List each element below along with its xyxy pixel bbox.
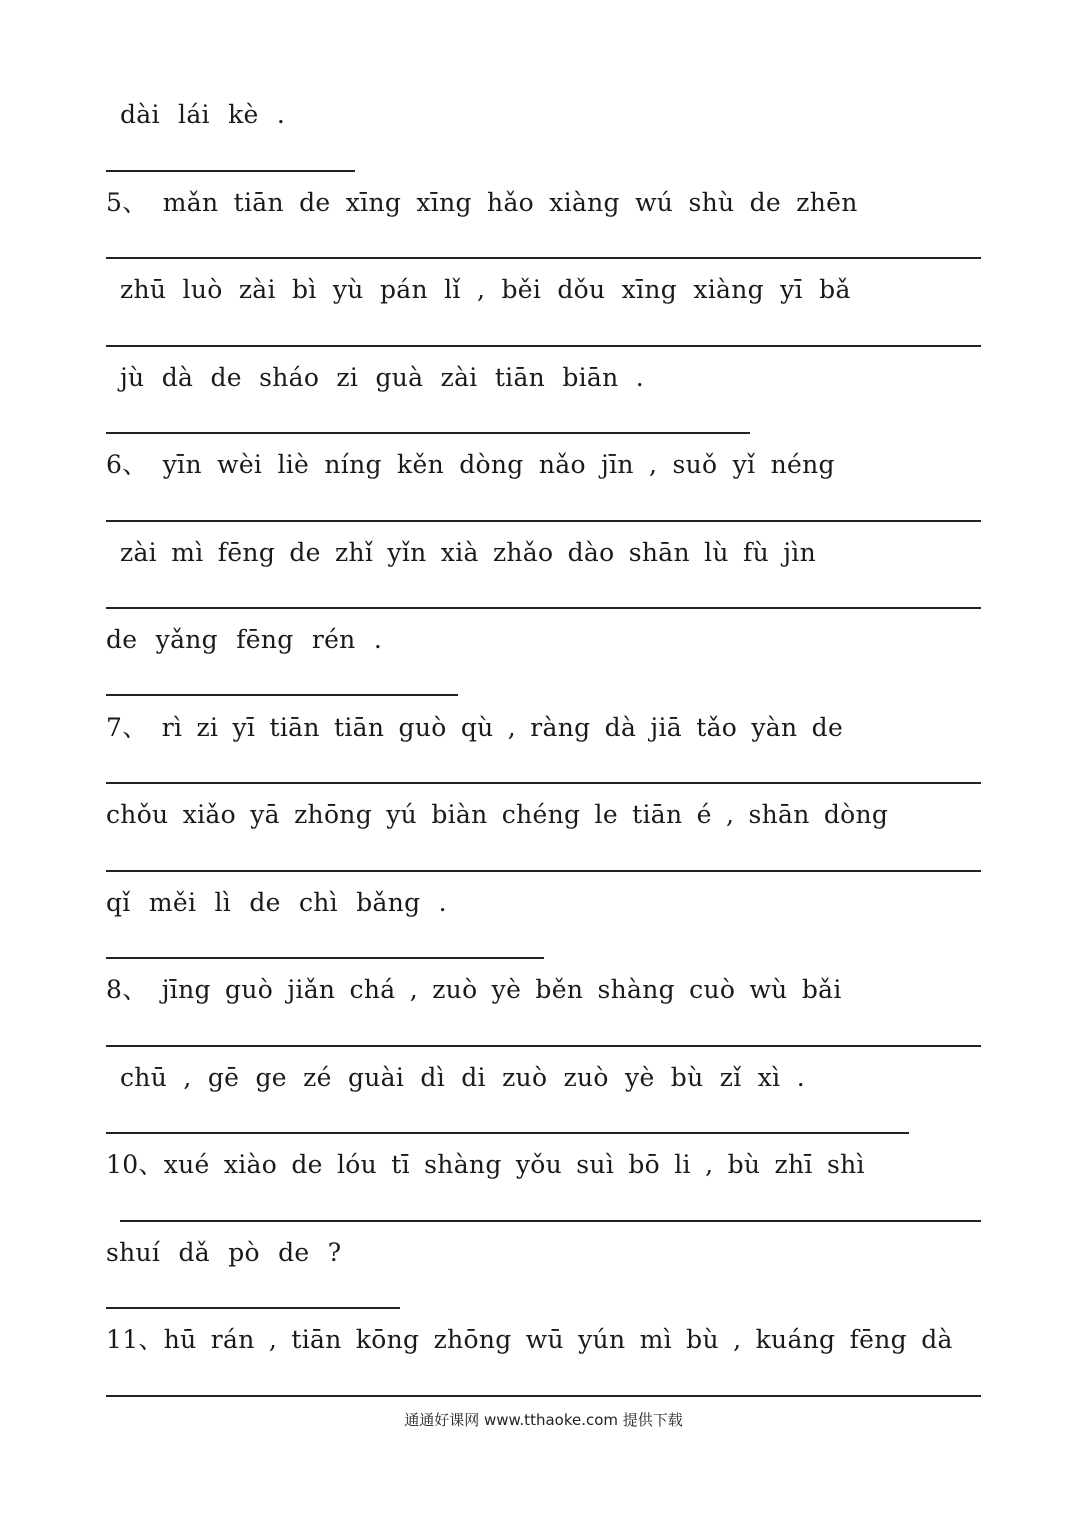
pinyin-line: de yǎng fēng rén . <box>106 625 383 654</box>
pinyin-line: 8、 jīng guò jiǎn chá , zuò yè běn shàng cuò wù bǎi <box>106 975 842 1004</box>
footer-credit: 通通好课网 www.tthaoke.com 提供下载 <box>404 1411 683 1429</box>
pinyin-line: 5、 mǎn tiān de xīng xīng hǎo xiàng wú shù de zhēn <box>106 188 858 217</box>
answer-line <box>106 782 981 784</box>
answer-line <box>106 432 750 434</box>
pinyin-line: chū , gē ge zé guài dì di zuò zuò yè bù zǐ xì . <box>120 1063 805 1092</box>
answer-line <box>106 1045 981 1047</box>
pinyin-line: zhū luò zài bì yù pán lǐ , běi dǒu xīng xiàng yī bǎ <box>120 275 851 304</box>
pinyin-line: chǒu xiǎo yā zhōng yú biàn chéng le tiān é , shān dòng <box>106 800 889 829</box>
pinyin-line: 11、hū rán , tiān kōng zhōng wū yún mì bù , kuáng fēng dà <box>106 1325 953 1354</box>
pinyin-line: 7、 rì zi yī tiān tiān guò qù , ràng dà jiā tǎo yàn de <box>106 713 844 742</box>
pinyin-line: shuí dǎ pò de ? <box>106 1238 342 1267</box>
answer-line <box>106 1132 909 1134</box>
pinyin-line: dài lái kè . <box>120 100 286 129</box>
pinyin-line: zài mì fēng de zhǐ yǐn xià zhǎo dào shān lù fù jìn <box>120 538 816 567</box>
answer-line <box>106 257 981 259</box>
pinyin-line: qǐ měi lì de chì bǎng . <box>106 888 447 917</box>
answer-line <box>106 1395 981 1397</box>
pinyin-line: 10、xué xiào de lóu tī shàng yǒu suì bō li , bù zhī shì <box>106 1150 865 1179</box>
answer-line <box>106 520 981 522</box>
answer-line <box>106 607 981 609</box>
pinyin-line: 6、 yīn wèi liè níng kěn dòng nǎo jīn , suǒ yǐ néng <box>106 450 835 479</box>
answer-line <box>120 1220 981 1222</box>
answer-line <box>106 957 544 959</box>
answer-line <box>106 870 981 872</box>
answer-line <box>106 170 355 172</box>
answer-line <box>106 1307 400 1309</box>
answer-line <box>106 694 458 696</box>
pinyin-line: jù dà de sháo zi guà zài tiān biān . <box>120 363 645 392</box>
answer-line <box>106 345 981 347</box>
